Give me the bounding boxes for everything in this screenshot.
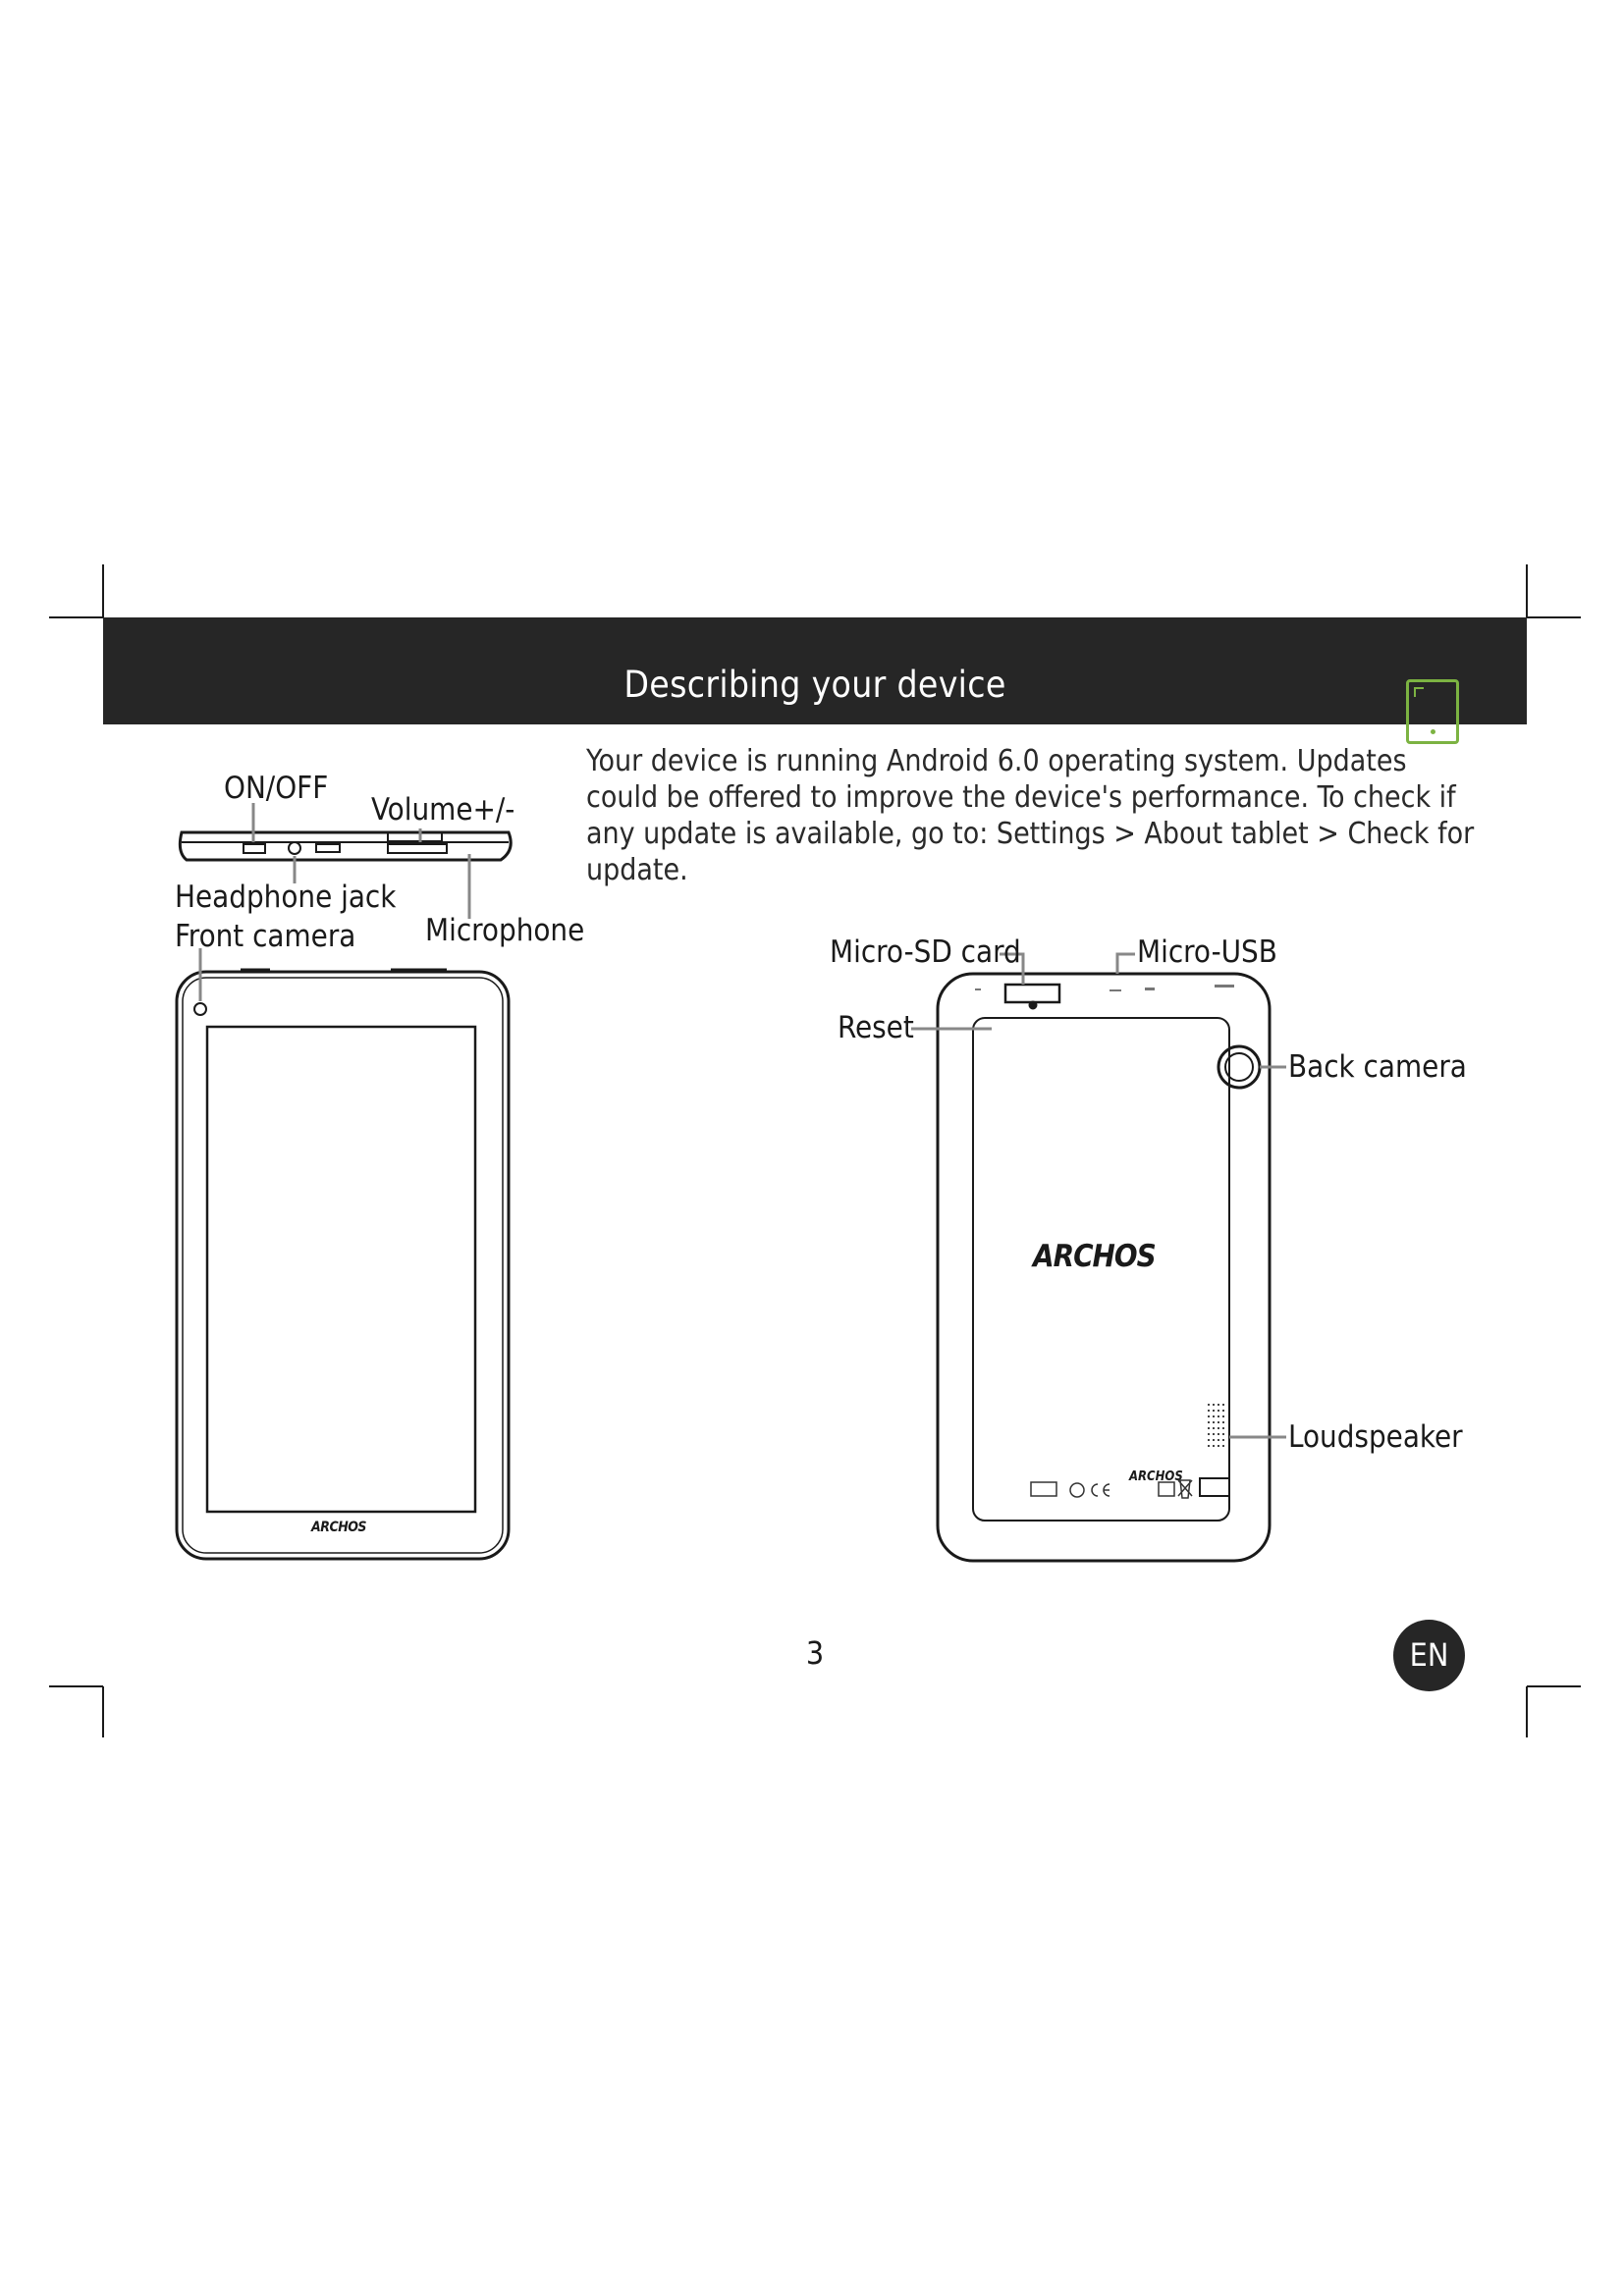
label-micro-usb: Micro-USB: [1137, 934, 1277, 970]
label-reset: Reset: [838, 1010, 914, 1045]
language-badge: EN: [1393, 1620, 1465, 1691]
label-loudspeaker: Loudspeaker: [1288, 1419, 1463, 1455]
intro-paragraph: Your device is running Android 6.0 operating system. Updates could be offered to improve the device's performance. To check if any update is available, go to: Settings > About tablet > Check for update.: [586, 744, 1475, 887]
section-title: Describing your device: [623, 664, 1006, 706]
label-back-camera: Back camera: [1288, 1049, 1467, 1085]
label-microphone: Microphone: [425, 913, 585, 948]
back-small-logo: ARCHOS: [1129, 1469, 1183, 1484]
back-brand-logo: ARCHOS: [1033, 1239, 1156, 1274]
label-micro-sd: Micro-SD card: [830, 934, 1021, 970]
label-volume: Volume+/-: [371, 792, 515, 828]
page-number: 3: [805, 1634, 825, 1672]
front-brand-logo: ARCHOS: [311, 1520, 367, 1535]
label-on-off: ON/OFF: [224, 771, 329, 806]
label-headphone-jack: Headphone jack: [175, 880, 397, 915]
speaker-grille: [1208, 1404, 1224, 1447]
label-front-camera: Front camera: [175, 919, 356, 954]
